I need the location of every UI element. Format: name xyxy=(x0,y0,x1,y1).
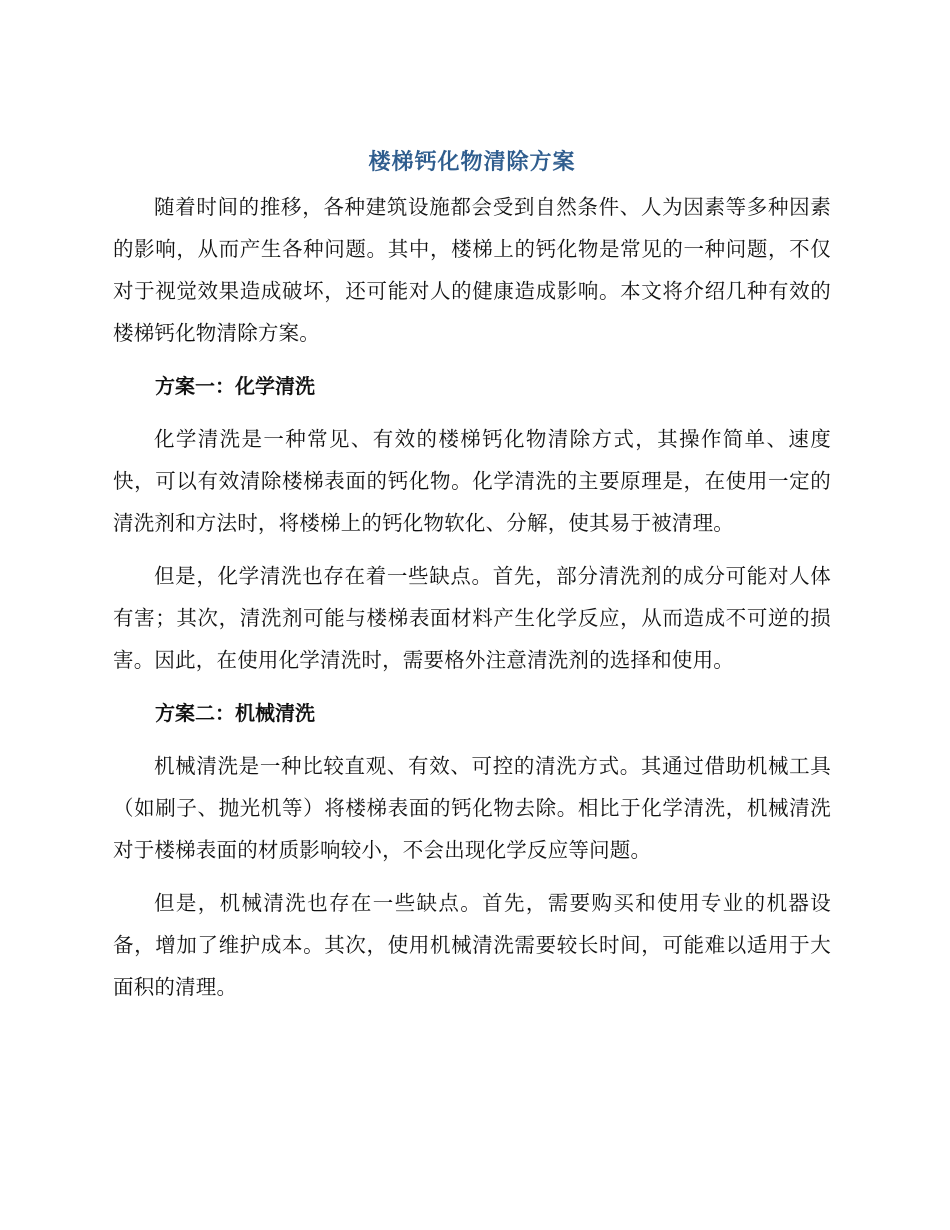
section-heading-mechanical: 方案二：机械清洗 xyxy=(155,701,315,725)
document-body xyxy=(113,140,831,1008)
section-heading-chemical: 方案一：化学清洗 xyxy=(155,374,315,398)
section-paragraph: 但是，化学清洗也存在着一些缺点。首先，部分清洗剂的成分可能对人体有害；其次，清洗剂可能与楼梯表面材料产生化学反应，从而造成不可逆的损害。因此，在使用化学清洗时，需要格外注意清洗剂的选择和使用。 xyxy=(113,564,831,672)
spacer xyxy=(113,407,831,418)
intro-paragraph: 随着时间的推移，各种建筑设施都会受到自然条件、人为因素等多种因素的影响，从而产生各种问题。其中，楼梯上的钙化物是常见的一种问题，不仅对于视觉效果造成破坏，还可能对人的健康造成影响。本文将介绍几种有效的楼梯钙化物清除方案。 xyxy=(113,195,831,345)
spacer xyxy=(113,354,831,365)
section-paragraph: 化学清洗是一种常见、有效的楼梯钙化物清除方式，其操作简单、速度快，可以有效清除楼梯表面的钙化物。化学清洗的主要原理是，在使用一定的清洗剂和方法时，将楼梯上的钙化物软化、分解，使其易于被清理。 xyxy=(113,427,831,535)
section-paragraph: 但是，机械清洗也存在一些缺点。首先，需要购买和使用专业的机器设备，增加了维护成本。其次，使用机械清洗需要较长时间，可能难以适用于大面积的清理。 xyxy=(113,891,831,999)
spacer xyxy=(113,681,831,692)
spacer xyxy=(113,734,831,745)
section-paragraph: 机械清洗是一种比较直观、有效、可控的清洗方式。其通过借助机械工具（如刷子、抛光机等）将楼梯表面的钙化物去除。相比于化学清洗，机械清洗对于楼梯表面的材质影响较小，不会出现化学反应等问题。 xyxy=(113,754,831,862)
spacer xyxy=(113,544,831,555)
spacer xyxy=(113,871,831,882)
document-title: 楼梯钙化物清除方案 xyxy=(368,150,576,175)
